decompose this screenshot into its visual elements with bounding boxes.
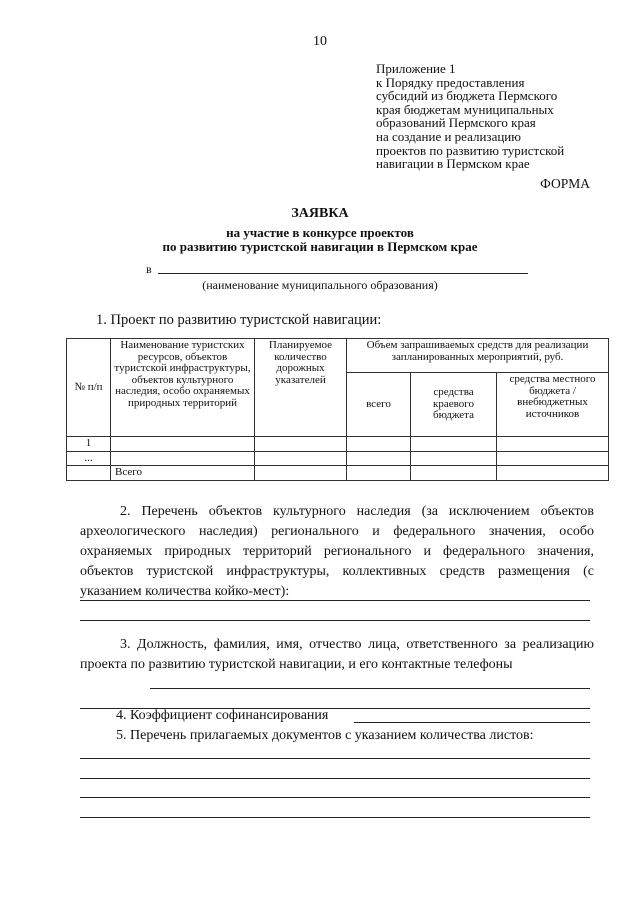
section-5-answer-line[interactable]	[80, 778, 590, 779]
table-cell[interactable]	[497, 451, 609, 466]
table-total-row	[67, 466, 609, 481]
appendix-line: образований Пермского края	[376, 115, 536, 131]
appendix-block	[376, 62, 564, 171]
section-1-heading: 1. Проект по развитию туристской навигации:	[96, 312, 382, 328]
appendix-line: субсидий из бюджета Пермского	[376, 88, 558, 104]
table-cell[interactable]	[411, 437, 497, 452]
header-volume: Объем запрашиваемых средств для реализации запланированных мероприятий, руб.	[347, 339, 609, 373]
section-3-answer-line[interactable]	[150, 688, 590, 689]
subtitle-line: на участие в конкурсе проектов	[226, 225, 414, 240]
table-cell[interactable]	[497, 437, 609, 452]
table-cell[interactable]	[347, 437, 411, 452]
table-cell[interactable]	[255, 451, 347, 466]
section-5-answer-line[interactable]	[80, 758, 590, 759]
section-2-answer-line[interactable]	[80, 600, 590, 601]
total-label: Всего	[111, 466, 255, 481]
appendix-line: навигации в Пермском крае	[376, 156, 530, 172]
header-regional: средства краевого бюджета	[411, 373, 497, 437]
appendix-line: края бюджетам муниципальных	[376, 101, 554, 117]
table-cell[interactable]	[411, 451, 497, 466]
municipality-prefix: в	[146, 262, 152, 276]
appendix-line: проектов по развитию туристской	[376, 142, 565, 158]
form-label: ФОРМА	[540, 176, 590, 191]
table-cell[interactable]	[347, 451, 411, 466]
document-title: ЗАЯВКА	[291, 206, 349, 221]
section-5-answer-line[interactable]	[80, 797, 590, 798]
table-cell[interactable]	[497, 466, 609, 481]
section-5-text: 5. Перечень прилагаемых документов с указанием количества листов:	[116, 728, 534, 743]
appendix-line: на создание и реализацию	[376, 128, 521, 144]
header-signs: Планируемое количество дорожных указателей	[255, 339, 347, 437]
header-total: всего	[347, 373, 411, 437]
subtitle-line: по развитию туристской навигации в Пермском крае	[162, 238, 478, 254]
table-cell	[67, 466, 111, 481]
table-cell[interactable]	[111, 437, 255, 452]
row-number: ...	[67, 451, 111, 466]
table-cell[interactable]	[111, 451, 255, 466]
table-cell[interactable]	[255, 437, 347, 452]
municipality-caption: (наименование муниципального образования)	[202, 278, 438, 292]
section-4-text: 4. Коэффициент софинансирования	[116, 708, 329, 723]
project-table	[66, 338, 609, 481]
appendix-line: Приложение 1	[376, 61, 456, 76]
table-cell[interactable]	[411, 466, 497, 481]
section-2-answer-line[interactable]	[80, 620, 590, 621]
section-5-answer-line[interactable]	[80, 817, 590, 818]
page-number: 10	[313, 34, 327, 49]
section-2-text: 2. Перечень объектов культурного наследия (за исключением объектов археологического наследия) регионального и федерального значения, особо охраняемых природных территорий регионального и федерального значения, объектов туристской инфраструктуры, коллективных средств размещения (с указанием количества койко-мест):	[80, 504, 594, 599]
header-local: средства местного бюджета / внебюджетных источников	[497, 373, 609, 437]
municipality-field[interactable]	[158, 273, 528, 274]
appendix-line: к Порядку предоставления	[376, 74, 525, 90]
document-subtitle	[0, 226, 640, 253]
table-cell[interactable]	[347, 466, 411, 481]
row-number: 1	[67, 437, 111, 452]
table-row	[67, 451, 609, 466]
section-3-text: 3. Должность, фамилия, имя, отчество лица, ответственного за реализацию проекта по развитию туристской навигации, и его контактные телефоны	[80, 637, 594, 672]
header-num: № п/п	[67, 339, 111, 437]
table-cell[interactable]	[255, 466, 347, 481]
cofinancing-field[interactable]	[354, 722, 590, 723]
header-resources: Наименование туристских ресурсов, объектов туристской инфраструктуры, объектов культурного наследия, особо охраняемых природных территорий	[111, 339, 255, 437]
table-row	[67, 437, 609, 452]
